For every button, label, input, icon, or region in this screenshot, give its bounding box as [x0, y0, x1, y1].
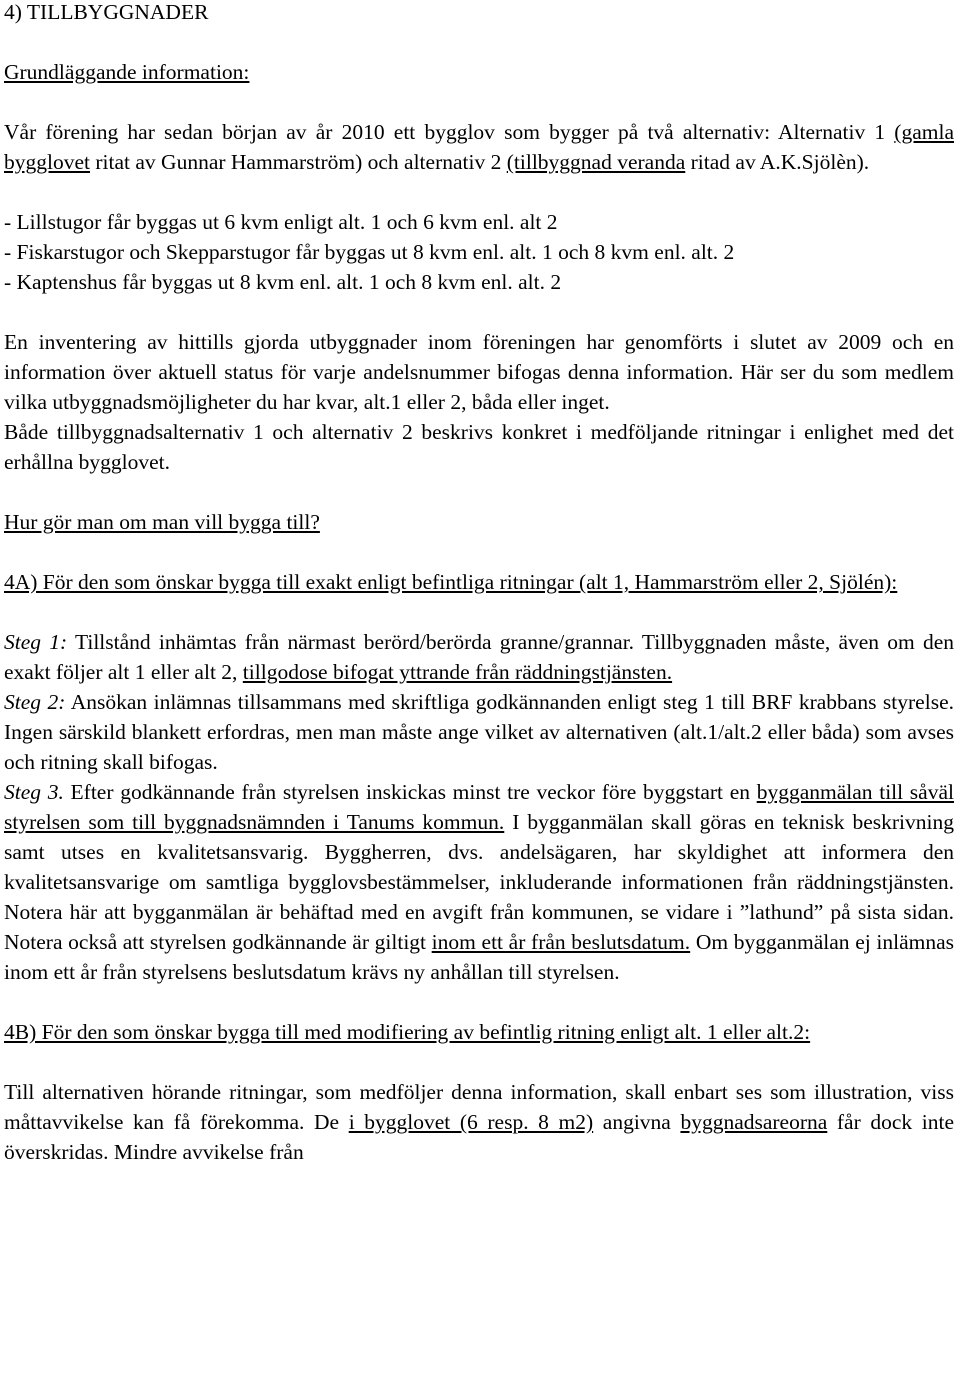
- step3-label: Steg 3.: [4, 780, 64, 804]
- step1-underline: tillgodose bifogat yttrande från räddningstjänsten.: [242, 660, 673, 684]
- section-heading: 4) TILLBYGGNADER: [4, 0, 209, 24]
- section-4b-text-a: Till alternativen hörande ritningar, som medföljer denna information, skall enbart ses som illustration, viss måttavvikelse kan få förekomma. De: [4, 1080, 954, 1134]
- step3-underline-b: inom ett år från beslutsdatum.: [431, 930, 691, 954]
- step3-text-a: Efter godkännande från styrelsen inskickas minst tre veckor före byggstart en: [63, 780, 757, 804]
- section-4b-text-b: angivna: [593, 1110, 681, 1134]
- step1-label: Steg 1:: [4, 630, 68, 654]
- spacer: [4, 177, 954, 207]
- intro-text-a: Vår förening har sedan början av år 2010 ett bygglov som bygger på två alternativ: Alternativ 1: [4, 120, 895, 144]
- section-4b-text-c: får dock inte överskridas. Mindre avvikelse från: [4, 1110, 954, 1164]
- rule-fiskarstugor: - Fiskarstugor och Skepparstugor får byggas ut 8 kvm enl. alt. 1 och 8 kvm enl. alt. 2: [4, 240, 735, 264]
- step2-label: Steg 2:: [4, 690, 66, 714]
- step2-text: Ansökan inlämnas tillsammans med skriftliga godkännanden enligt steg 1 till BRF krabbans styrelse. Ingen särskild blankett erfordras, men man måste ange vilket av alternativen (alt.1/alt.2 eller båda) som avses och ritning skall bifogas.: [4, 690, 954, 774]
- spacer: [4, 27, 954, 57]
- intro-underline-a: (gamla bygglovet: [4, 120, 954, 174]
- intro-paragraph: [4, 117, 954, 177]
- spacer: [4, 537, 954, 567]
- rule-kaptenshus: - Kaptenshus får byggas ut 8 kvm enl. alt. 1 och 8 kvm enl. alt. 2: [4, 270, 562, 294]
- step3-paragraph: [4, 777, 954, 987]
- intro-text-b: ritat av Gunnar Hammarström) och alternativ 2: [90, 150, 507, 174]
- step3-underline-a: bygganmälan till såväl styrelsen som till byggnadsnämnden i Tanums kommun.: [4, 780, 954, 834]
- spacer: [4, 87, 954, 117]
- spacer: [4, 597, 954, 627]
- section-4b-heading: 4B) För den som önskar bygga till med modifiering av befintlig ritning enligt alt. 1 eller alt.2:: [4, 1020, 811, 1044]
- howto-heading: Hur gör man om man vill bygga till?: [4, 510, 320, 534]
- section-4b-underline-a: i bygglovet (6 resp. 8 m2): [348, 1110, 594, 1134]
- section-4b-paragraph: [4, 1077, 954, 1167]
- step2-paragraph: [4, 687, 954, 777]
- spacer: [4, 1047, 954, 1077]
- step3-text-c: Om bygganmälan ej inlämnas inom ett år från styrelsens beslutsdatum krävs ny anhållan till styrelsen.: [4, 930, 955, 984]
- section-4a-heading: 4A) För den som önskar bygga till exakt enligt befintliga ritningar (alt 1, Hammarström eller 2, Sjölén):: [4, 570, 898, 594]
- subheading: Grundläggande information:: [4, 60, 250, 84]
- section-4b-underline-b: byggnadsareorna: [680, 1110, 828, 1134]
- intro-underline-b: (tillbyggnad veranda: [506, 150, 686, 174]
- inventory-paragraph: En inventering av hittills gjorda utbyggnader inom föreningen har genomförts i slutet av 2009 och en information över aktuell status för varje andelsnummer bifogas denna information. Här ser du som medlem vilka utbyggnadsmöjligheter du har kvar, alt.1 eller 2, båda eller inget.: [4, 330, 954, 414]
- drawings-paragraph: Både tillbyggnadsalternativ 1 och alternativ 2 beskrivs konkret i medföljande ritningar i enlighet med det erhållna bygglovet.: [4, 420, 954, 474]
- step1-text: Tillstånd inhämtas från närmast berörd/berörda granne/grannar. Tillbyggnaden måste, även om den exakt följer alt 1 eller alt 2,: [4, 630, 954, 684]
- intro-text-c: ritad av A.K.Sjölèn).: [685, 150, 870, 174]
- step1-paragraph: [4, 627, 954, 687]
- rule-lillstugor: - Lillstugor får byggas ut 6 kvm enligt alt. 1 och 6 kvm enl. alt 2: [4, 210, 558, 234]
- step3-text-b: I bygganmälan skall göras en teknisk beskrivning samt utses en kvalitetsansvarig. Byggherren, dvs. andelsägaren, har skyldighet att informera den kvalitetsansvarige om samtliga bygglovsbestämmelser, inkluderande informationen från räddningstjänsten. Notera här att bygganmälan är behäftad med en avgift från kommunen, se vidare i ”lathund” på sista sidan. Notera också att styrelsen godkännande är giltigt: [4, 810, 954, 954]
- spacer: [4, 987, 954, 1017]
- spacer: [4, 477, 954, 507]
- spacer: [4, 297, 954, 327]
